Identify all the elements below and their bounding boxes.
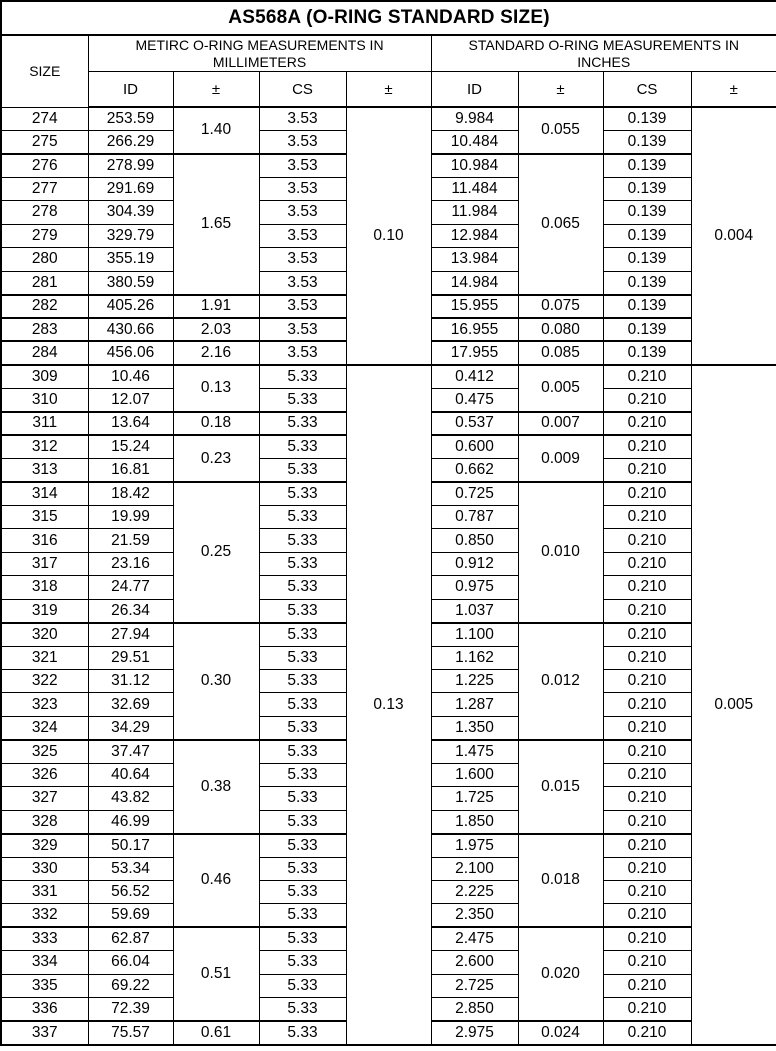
cell-mm-id: 18.42 xyxy=(88,482,173,505)
cell-in-id: 1.975 xyxy=(431,834,518,857)
col-group-header-inch xyxy=(431,35,776,72)
cell-mm-id: 46.99 xyxy=(88,810,173,833)
cell-mm-id: 10.46 xyxy=(88,365,173,388)
table-body xyxy=(1,107,776,1045)
cell-mm-id: 72.39 xyxy=(88,998,173,1021)
cell-size: 334 xyxy=(1,951,88,974)
cell-mm-cs: 5.33 xyxy=(259,459,346,482)
cell-in-cs: 0.210 xyxy=(603,998,691,1021)
cell-size: 324 xyxy=(1,716,88,739)
col-header-in-cs: CS xyxy=(603,72,691,108)
cell-in-id-tol: 0.085 xyxy=(518,341,603,364)
cell-size: 283 xyxy=(1,318,88,341)
cell-in-cs: 0.210 xyxy=(603,716,691,739)
cell-size: 279 xyxy=(1,224,88,247)
cell-in-cs: 0.139 xyxy=(603,295,691,318)
cell-mm-cs: 5.33 xyxy=(259,623,346,646)
cell-mm-cs: 3.53 xyxy=(259,248,346,271)
cell-size: 284 xyxy=(1,341,88,364)
cell-in-cs: 0.139 xyxy=(603,201,691,224)
cell-in-id: 1.162 xyxy=(431,646,518,669)
cell-mm-cs: 5.33 xyxy=(259,998,346,1021)
cell-mm-cs: 5.33 xyxy=(259,365,346,388)
cell-in-id: 1.475 xyxy=(431,740,518,763)
col-group-header-metric xyxy=(88,35,431,72)
cell-mm-cs: 5.33 xyxy=(259,576,346,599)
cell-size: 278 xyxy=(1,201,88,224)
cell-in-id: 10.484 xyxy=(431,130,518,153)
cell-mm-cs: 5.33 xyxy=(259,927,346,950)
cell-mm-cs: 5.33 xyxy=(259,693,346,716)
cell-mm-id: 430.66 xyxy=(88,318,173,341)
cell-mm-cs: 5.33 xyxy=(259,857,346,880)
sub-header-row xyxy=(1,72,776,108)
col-header-in-id: ID xyxy=(431,72,518,108)
cell-mm-id: 59.69 xyxy=(88,904,173,927)
cell-mm-id: 12.07 xyxy=(88,388,173,411)
cell-in-cs: 0.210 xyxy=(603,951,691,974)
cell-size: 322 xyxy=(1,670,88,693)
cell-in-cs: 0.139 xyxy=(603,318,691,341)
cell-size: 314 xyxy=(1,482,88,505)
cell-mm-id: 32.69 xyxy=(88,693,173,716)
cell-mm-id-tol: 0.18 xyxy=(173,412,259,435)
cell-mm-id: 66.04 xyxy=(88,951,173,974)
cell-in-cs: 0.139 xyxy=(603,107,691,130)
cell-mm-id: 43.82 xyxy=(88,787,173,810)
page-title: AS568A (O-RING STANDARD SIZE) xyxy=(1,1,776,35)
col-header-in-cs-tol: ± xyxy=(691,72,776,108)
cell-in-id: 0.912 xyxy=(431,552,518,575)
cell-mm-cs: 5.33 xyxy=(259,1021,346,1044)
cell-mm-id: 56.52 xyxy=(88,880,173,903)
cell-in-id-tol: 0.020 xyxy=(518,927,603,1021)
cell-in-cs-tol: 0.004 xyxy=(691,107,776,365)
cell-mm-cs: 5.33 xyxy=(259,716,346,739)
cell-size: 315 xyxy=(1,505,88,528)
cell-in-id: 0.850 xyxy=(431,529,518,552)
cell-size: 336 xyxy=(1,998,88,1021)
cell-in-id: 0.475 xyxy=(431,388,518,411)
cell-size: 327 xyxy=(1,787,88,810)
cell-in-id: 1.350 xyxy=(431,716,518,739)
cell-in-id: 0.787 xyxy=(431,505,518,528)
inch-group-label-line2: INCHES xyxy=(577,53,631,70)
cell-mm-id: 278.99 xyxy=(88,154,173,177)
cell-size: 313 xyxy=(1,459,88,482)
cell-mm-cs-tol: 0.10 xyxy=(346,107,431,365)
cell-in-cs: 0.210 xyxy=(603,576,691,599)
cell-in-id: 2.850 xyxy=(431,998,518,1021)
metric-group-label-line1: METIRC O-RING MEASUREMENTS IN xyxy=(135,36,384,53)
cell-in-cs: 0.139 xyxy=(603,271,691,294)
cell-mm-id-tol: 1.91 xyxy=(173,295,259,318)
cell-in-cs: 0.210 xyxy=(603,763,691,786)
cell-mm-id: 266.29 xyxy=(88,130,173,153)
cell-in-cs: 0.210 xyxy=(603,646,691,669)
cell-in-cs: 0.210 xyxy=(603,388,691,411)
cell-mm-cs: 3.53 xyxy=(259,130,346,153)
cell-size: 317 xyxy=(1,552,88,575)
cell-mm-cs: 3.53 xyxy=(259,295,346,318)
metric-group-label-line2: MILLIMETERS xyxy=(212,53,307,70)
cell-in-id-tol: 0.055 xyxy=(518,107,603,154)
cell-mm-id: 456.06 xyxy=(88,341,173,364)
cell-mm-id: 69.22 xyxy=(88,974,173,997)
cell-mm-id: 75.57 xyxy=(88,1021,173,1044)
cell-mm-id: 50.17 xyxy=(88,834,173,857)
cell-mm-id: 34.29 xyxy=(88,716,173,739)
cell-mm-id: 26.34 xyxy=(88,599,173,622)
cell-mm-id: 405.26 xyxy=(88,295,173,318)
cell-in-cs: 0.210 xyxy=(603,505,691,528)
cell-in-id: 1.287 xyxy=(431,693,518,716)
cell-mm-cs: 3.53 xyxy=(259,318,346,341)
cell-mm-id: 62.87 xyxy=(88,927,173,950)
col-header-mm-id-tol: ± xyxy=(173,72,259,108)
cell-mm-cs: 5.33 xyxy=(259,505,346,528)
cell-in-cs: 0.210 xyxy=(603,599,691,622)
cell-mm-id-tol: 0.23 xyxy=(173,435,259,482)
cell-in-id: 17.955 xyxy=(431,341,518,364)
cell-mm-cs: 5.33 xyxy=(259,904,346,927)
cell-mm-id-tol: 0.51 xyxy=(173,927,259,1021)
cell-in-id-tol: 0.009 xyxy=(518,435,603,482)
cell-mm-id: 304.39 xyxy=(88,201,173,224)
cell-in-id: 2.975 xyxy=(431,1021,518,1044)
cell-mm-id-tol: 0.61 xyxy=(173,1021,259,1044)
cell-mm-id: 13.64 xyxy=(88,412,173,435)
cell-mm-cs: 5.33 xyxy=(259,670,346,693)
cell-size: 325 xyxy=(1,740,88,763)
cell-in-id: 0.975 xyxy=(431,576,518,599)
cell-in-cs-tol: 0.005 xyxy=(691,365,776,1045)
cell-size: 332 xyxy=(1,904,88,927)
col-header-mm-cs-tol: ± xyxy=(346,72,431,108)
cell-in-cs: 0.210 xyxy=(603,740,691,763)
cell-in-id: 2.725 xyxy=(431,974,518,997)
cell-mm-id: 16.81 xyxy=(88,459,173,482)
cell-in-id-tol: 0.012 xyxy=(518,623,603,740)
cell-mm-cs: 3.53 xyxy=(259,177,346,200)
table-row xyxy=(1,107,776,130)
cell-size: 310 xyxy=(1,388,88,411)
cell-in-id: 2.600 xyxy=(431,951,518,974)
cell-in-cs: 0.139 xyxy=(603,248,691,271)
cell-mm-id: 355.19 xyxy=(88,248,173,271)
col-header-mm-cs: CS xyxy=(259,72,346,108)
cell-mm-id: 37.47 xyxy=(88,740,173,763)
cell-mm-cs: 5.33 xyxy=(259,529,346,552)
cell-mm-id: 24.77 xyxy=(88,576,173,599)
cell-size: 320 xyxy=(1,623,88,646)
cell-in-id: 1.600 xyxy=(431,763,518,786)
cell-mm-id-tol: 0.38 xyxy=(173,740,259,834)
cell-size: 323 xyxy=(1,693,88,716)
cell-mm-id: 23.16 xyxy=(88,552,173,575)
cell-mm-id-tol: 0.30 xyxy=(173,623,259,740)
cell-mm-id: 329.79 xyxy=(88,224,173,247)
cell-size: 326 xyxy=(1,763,88,786)
cell-in-cs: 0.210 xyxy=(603,927,691,950)
cell-mm-cs: 5.33 xyxy=(259,388,346,411)
cell-mm-id: 29.51 xyxy=(88,646,173,669)
cell-in-id: 0.537 xyxy=(431,412,518,435)
cell-size: 312 xyxy=(1,435,88,458)
cell-mm-cs: 5.33 xyxy=(259,880,346,903)
cell-mm-cs: 3.53 xyxy=(259,271,346,294)
cell-size: 277 xyxy=(1,177,88,200)
cell-mm-cs: 5.33 xyxy=(259,787,346,810)
col-header-in-id-tol: ± xyxy=(518,72,603,108)
cell-in-cs: 0.210 xyxy=(603,435,691,458)
cell-in-id-tol: 0.010 xyxy=(518,482,603,623)
cell-in-id: 12.984 xyxy=(431,224,518,247)
cell-in-id: 1.100 xyxy=(431,623,518,646)
cell-mm-cs: 3.53 xyxy=(259,224,346,247)
cell-in-id: 2.100 xyxy=(431,857,518,880)
cell-in-cs: 0.210 xyxy=(603,904,691,927)
cell-mm-id-tol: 1.65 xyxy=(173,154,259,295)
cell-size: 309 xyxy=(1,365,88,388)
cell-in-id: 16.955 xyxy=(431,318,518,341)
cell-mm-id: 40.64 xyxy=(88,763,173,786)
cell-mm-cs: 5.33 xyxy=(259,740,346,763)
cell-size: 329 xyxy=(1,834,88,857)
cell-size: 280 xyxy=(1,248,88,271)
cell-size: 330 xyxy=(1,857,88,880)
cell-in-id: 13.984 xyxy=(431,248,518,271)
cell-in-cs: 0.210 xyxy=(603,623,691,646)
cell-mm-cs: 5.33 xyxy=(259,552,346,575)
cell-mm-id: 15.24 xyxy=(88,435,173,458)
cell-mm-cs: 5.33 xyxy=(259,810,346,833)
cell-size: 319 xyxy=(1,599,88,622)
cell-size: 333 xyxy=(1,927,88,950)
cell-in-id: 11.984 xyxy=(431,201,518,224)
cell-mm-id-tol: 2.03 xyxy=(173,318,259,341)
table-title-row xyxy=(1,1,776,35)
cell-in-cs: 0.210 xyxy=(603,857,691,880)
col-header-size: SIZE xyxy=(1,35,88,107)
cell-mm-cs: 5.33 xyxy=(259,763,346,786)
cell-in-id: 0.412 xyxy=(431,365,518,388)
cell-mm-cs: 5.33 xyxy=(259,412,346,435)
cell-in-cs: 0.210 xyxy=(603,787,691,810)
cell-size: 275 xyxy=(1,130,88,153)
cell-in-id-tol: 0.024 xyxy=(518,1021,603,1044)
cell-in-id: 2.225 xyxy=(431,880,518,903)
cell-mm-cs: 5.33 xyxy=(259,435,346,458)
cell-size: 316 xyxy=(1,529,88,552)
cell-mm-id-tol: 0.13 xyxy=(173,365,259,412)
cell-size: 331 xyxy=(1,880,88,903)
cell-in-cs: 0.139 xyxy=(603,224,691,247)
cell-size: 311 xyxy=(1,412,88,435)
cell-mm-cs-tol: 0.13 xyxy=(346,365,431,1045)
cell-mm-id-tol: 1.40 xyxy=(173,107,259,154)
cell-in-id: 14.984 xyxy=(431,271,518,294)
cell-mm-id: 31.12 xyxy=(88,670,173,693)
cell-mm-id: 291.69 xyxy=(88,177,173,200)
cell-size: 321 xyxy=(1,646,88,669)
cell-in-id-tol: 0.007 xyxy=(518,412,603,435)
group-header-row xyxy=(1,35,776,72)
cell-mm-id: 53.34 xyxy=(88,857,173,880)
cell-mm-cs: 5.33 xyxy=(259,834,346,857)
cell-mm-id: 253.59 xyxy=(88,107,173,130)
cell-in-id: 11.484 xyxy=(431,177,518,200)
cell-mm-id-tol: 0.46 xyxy=(173,834,259,928)
cell-mm-cs: 5.33 xyxy=(259,482,346,505)
cell-in-cs: 0.210 xyxy=(603,365,691,388)
cell-size: 282 xyxy=(1,295,88,318)
cell-mm-cs: 5.33 xyxy=(259,599,346,622)
cell-in-id: 9.984 xyxy=(431,107,518,130)
cell-in-id: 1.850 xyxy=(431,810,518,833)
cell-size: 328 xyxy=(1,810,88,833)
cell-in-id: 1.225 xyxy=(431,670,518,693)
cell-in-id: 0.725 xyxy=(431,482,518,505)
col-header-mm-id: ID xyxy=(88,72,173,108)
cell-in-id-tol: 0.018 xyxy=(518,834,603,928)
cell-in-id: 1.725 xyxy=(431,787,518,810)
cell-in-id: 1.037 xyxy=(431,599,518,622)
cell-in-cs: 0.210 xyxy=(603,810,691,833)
cell-in-cs: 0.139 xyxy=(603,341,691,364)
cell-in-cs: 0.139 xyxy=(603,177,691,200)
cell-mm-cs: 3.53 xyxy=(259,107,346,130)
cell-in-id: 15.955 xyxy=(431,295,518,318)
cell-in-cs: 0.210 xyxy=(603,552,691,575)
cell-in-id: 10.984 xyxy=(431,154,518,177)
cell-size: 281 xyxy=(1,271,88,294)
cell-mm-id-tol: 0.25 xyxy=(173,482,259,623)
cell-in-id-tol: 0.015 xyxy=(518,740,603,834)
cell-in-cs: 0.210 xyxy=(603,459,691,482)
cell-in-id-tol: 0.005 xyxy=(518,365,603,412)
cell-mm-cs: 3.53 xyxy=(259,201,346,224)
cell-mm-cs: 5.33 xyxy=(259,974,346,997)
cell-in-cs: 0.139 xyxy=(603,154,691,177)
cell-in-cs: 0.210 xyxy=(603,834,691,857)
cell-in-id: 2.350 xyxy=(431,904,518,927)
cell-in-cs: 0.139 xyxy=(603,130,691,153)
cell-mm-id: 27.94 xyxy=(88,623,173,646)
cell-in-cs: 0.210 xyxy=(603,670,691,693)
cell-in-cs: 0.210 xyxy=(603,693,691,716)
cell-in-id-tol: 0.075 xyxy=(518,295,603,318)
cell-in-cs: 0.210 xyxy=(603,529,691,552)
cell-mm-cs: 3.53 xyxy=(259,341,346,364)
cell-mm-id: 21.59 xyxy=(88,529,173,552)
cell-size: 335 xyxy=(1,974,88,997)
cell-in-cs: 0.210 xyxy=(603,482,691,505)
cell-mm-id: 380.59 xyxy=(88,271,173,294)
cell-mm-id: 19.99 xyxy=(88,505,173,528)
cell-in-id: 0.600 xyxy=(431,435,518,458)
cell-in-id: 0.662 xyxy=(431,459,518,482)
cell-in-cs: 0.210 xyxy=(603,412,691,435)
cell-mm-cs: 5.33 xyxy=(259,646,346,669)
cell-in-cs: 0.210 xyxy=(603,1021,691,1044)
cell-size: 274 xyxy=(1,107,88,130)
cell-in-id-tol: 0.065 xyxy=(518,154,603,295)
cell-mm-cs: 5.33 xyxy=(259,951,346,974)
inch-group-label-line1: STANDARD O-RING MEASUREMENTS IN xyxy=(468,36,739,53)
cell-size: 337 xyxy=(1,1021,88,1044)
table-row xyxy=(1,365,776,388)
cell-mm-cs: 3.53 xyxy=(259,154,346,177)
cell-in-id: 2.475 xyxy=(431,927,518,950)
cell-size: 318 xyxy=(1,576,88,599)
cell-in-cs: 0.210 xyxy=(603,974,691,997)
cell-mm-id-tol: 2.16 xyxy=(173,341,259,364)
cell-in-id-tol: 0.080 xyxy=(518,318,603,341)
cell-in-cs: 0.210 xyxy=(603,880,691,903)
cell-size: 276 xyxy=(1,154,88,177)
